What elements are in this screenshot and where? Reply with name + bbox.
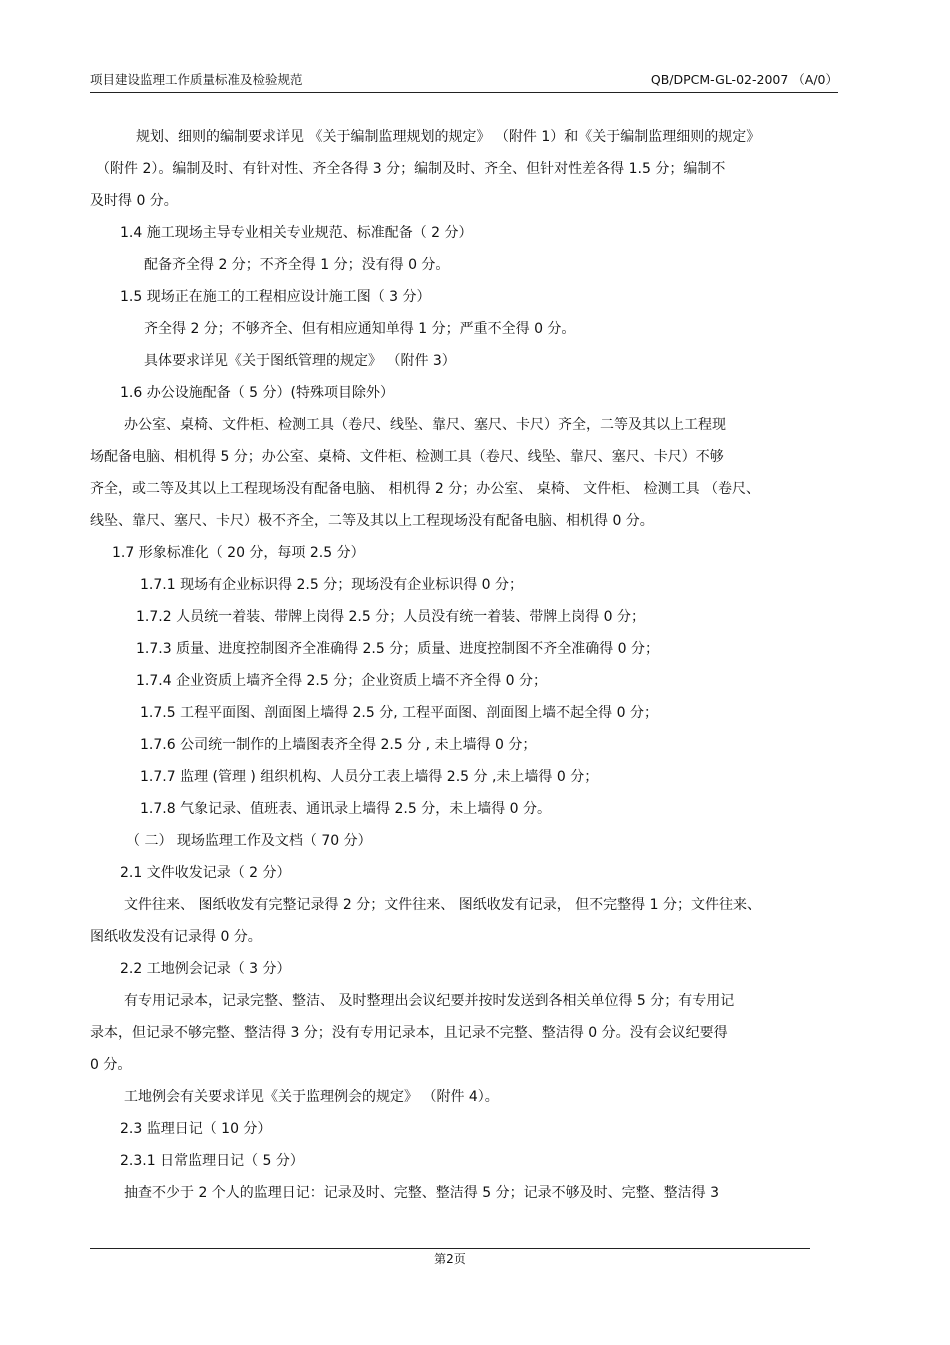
section-heading-2-3: 2.3 监理日记（ 10 分） bbox=[120, 1121, 272, 1137]
paragraph-line: 场配备电脑、相机得 5 分；办公室、桌椅、文件柜、检测工具（卷尺、线坠、靠尺、塞尺、卡尺）不够 bbox=[90, 449, 724, 465]
section-heading-2-2: 2.2 工地例会记录（ 3 分） bbox=[120, 961, 291, 977]
paragraph-line: 规划、细则的编制要求详见 《关于编制监理规划的规定》 （附件 1）和《关于编制监理细则的规定》 bbox=[136, 129, 761, 145]
paragraph-line: 具体要求详见《关于图纸管理的规定》 （附件 3） bbox=[144, 353, 456, 369]
list-item-1-7-6: 1.7.6 公司统一制作的上墙图表齐全得 2.5 分 , 未上墙得 0 分； bbox=[140, 737, 537, 753]
section-heading-1-5: 1.5 现场正在施工的工程相应设计施工图（ 3 分） bbox=[120, 289, 431, 305]
section-heading-1-6: 1.6 办公设施配备（ 5 分）(特殊项目除外） bbox=[120, 385, 394, 401]
section-heading-1-4: 1.4 施工现场主导专业相关专业规范、标准配备（ 2 分） bbox=[120, 225, 473, 241]
list-item-1-7-5: 1.7.5 工程平面图、剖面图上墙得 2.5 分, 工程平面图、剖面图上墙不起全得 0 分； bbox=[140, 705, 658, 721]
paragraph-line: 齐全，或二等及其以上工程现场没有配备电脑、 相机得 2 分；办公室、 桌椅、 文件柜、 检测工具 （卷尺、 bbox=[90, 481, 761, 497]
document-body bbox=[90, 121, 840, 1209]
page-header bbox=[90, 70, 838, 93]
page-number: 第2页 bbox=[434, 1252, 466, 1266]
list-item-1-7-3: 1.7.3 质量、进度控制图齐全准确得 2.5 分；质量、进度控制图不齐全准确得 0 分； bbox=[136, 641, 660, 657]
list-item-1-7-8: 1.7.8 气象记录、值班表、通讯录上墙得 2.5 分，未上墙得 0 分。 bbox=[140, 801, 552, 817]
paragraph-line: 录本，但记录不够完整、整洁得 3 分；没有专用记录本，且记录不完整、整洁得 0 分。没有会议纪要得 bbox=[90, 1025, 728, 1041]
list-item-1-7-7: 1.7.7 监理 (管理 ) 组织机构、人员分工表上墙得 2.5 分 ,未上墙得 0 分； bbox=[140, 769, 599, 785]
section-heading-2-1: 2.1 文件收发记录（ 2 分） bbox=[120, 865, 291, 881]
paragraph-line: 文件往来、 图纸收发有完整记录得 2 分；文件往来、 图纸收发有记录， 但不完整得 1 分；文件往来、 bbox=[124, 897, 761, 913]
header-code: QB/DPCM-GL-02-2007 （A/0） bbox=[650, 72, 838, 87]
paragraph-line: 及时得 0 分。 bbox=[90, 193, 178, 209]
paragraph-line: （附件 2）。编制及时、有针对性、齐全各得 3 分；编制及时、齐全、但针对性差各得 1.5 分；编制不 bbox=[96, 161, 726, 177]
section-heading-2-3-1: 2.3.1 日常监理日记（ 5 分） bbox=[120, 1153, 304, 1169]
paragraph-line: 线坠、靠尺、塞尺、卡尺）极不齐全，二等及其以上工程现场没有配备电脑、相机得 0 分。 bbox=[90, 513, 654, 529]
header-title: 项目建设监理工作质量标准及检验规范 bbox=[90, 72, 303, 87]
paragraph-line: 抽查不少于 2 个人的监理日记：记录及时、完整、整洁得 5 分；记录不够及时、完整、整洁得 3 bbox=[124, 1185, 719, 1201]
paragraph-line: 0 分。 bbox=[90, 1057, 132, 1073]
paragraph-line: 图纸收发没有记录得 0 分。 bbox=[90, 929, 262, 945]
section-heading-part-2: （ 二） 现场监理工作及文档（ 70 分） bbox=[126, 833, 372, 849]
paragraph-line: 办公室、桌椅、文件柜、检测工具（卷尺、线坠、靠尺、塞尺、卡尺）齐全，二等及其以上工程现 bbox=[124, 417, 726, 433]
paragraph-line: 配备齐全得 2 分；不齐全得 1 分；没有得 0 分。 bbox=[144, 257, 450, 273]
section-heading-1-7: 1.7 形象标准化（ 20 分，每项 2.5 分） bbox=[112, 545, 365, 561]
list-item-1-7-1: 1.7.1 现场有企业标识得 2.5 分；现场没有企业标识得 0 分； bbox=[140, 577, 524, 593]
paragraph-line: 有专用记录本，记录完整、整洁、 及时整理出会议纪要并按时发送到各相关单位得 5 分；有专用记 bbox=[124, 993, 735, 1009]
paragraph-line: 齐全得 2 分；不够齐全、但有相应通知单得 1 分；严重不全得 0 分。 bbox=[144, 321, 576, 337]
list-item-1-7-4: 1.7.4 企业资质上墙齐全得 2.5 分；企业资质上墙不齐全得 0 分； bbox=[136, 673, 548, 689]
footer-divider bbox=[90, 1248, 810, 1249]
paragraph-line: 工地例会有关要求详见《关于监理例会的规定》 （附件 4）。 bbox=[124, 1089, 499, 1105]
list-item-1-7-2: 1.7.2 人员统一着装、带牌上岗得 2.5 分；人员没有统一着装、带牌上岗得 0 分； bbox=[136, 609, 646, 625]
